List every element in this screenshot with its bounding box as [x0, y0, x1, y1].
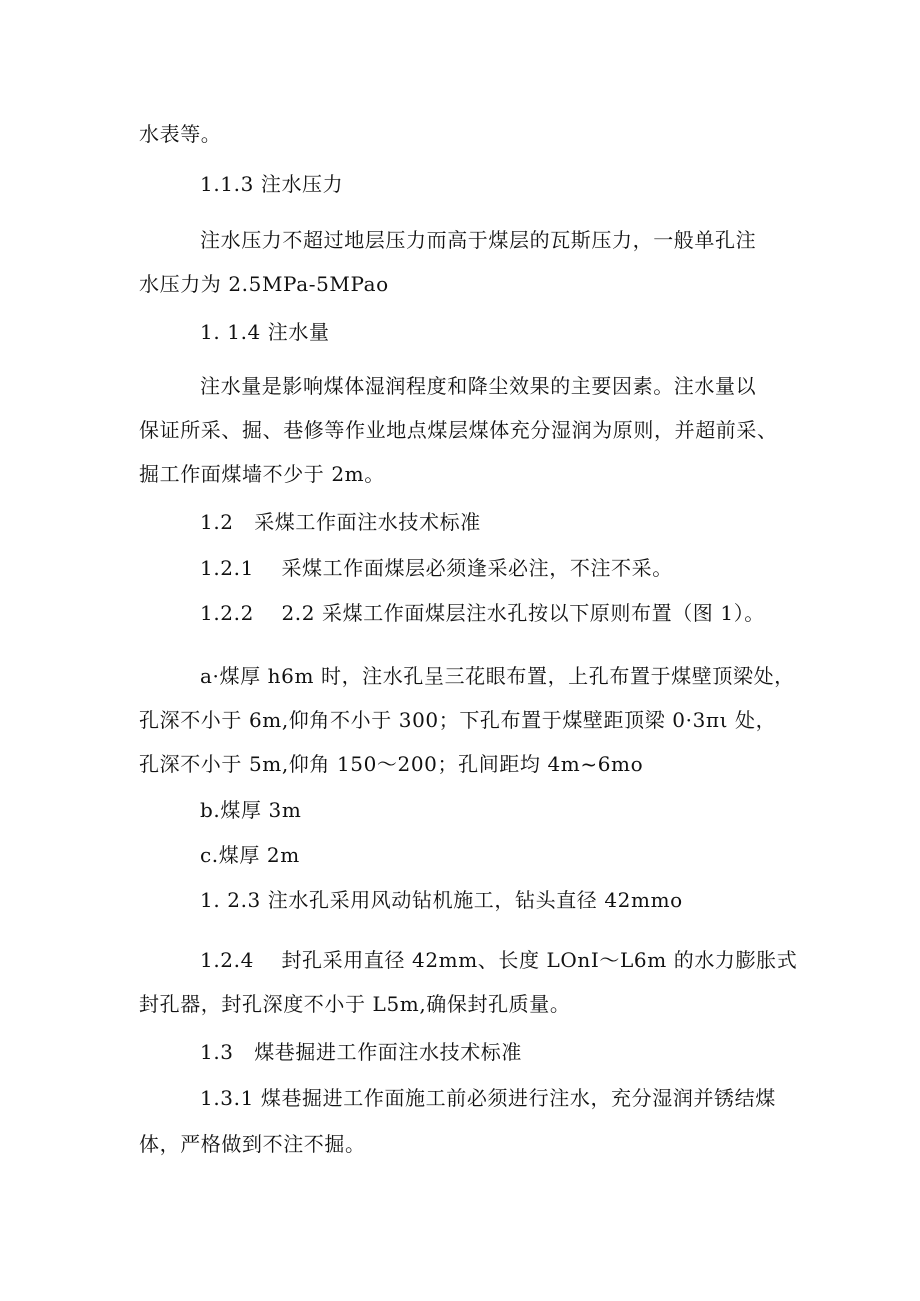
text-line: 保证所采、掘、巷修等作业地点煤层煤体充分湿润为原则，并超前采、: [139, 418, 778, 442]
text-line: 水表等。: [139, 122, 222, 146]
text-line: 1.3.1 煤巷掘进工作面施工前必须进行注水，充分湿润并锈结煤: [200, 1086, 776, 1110]
text-line: 孔深不小于 6m,仰角不小于 300；下孔布置于煤壁距顶梁 0·3πι 处，: [139, 708, 777, 732]
text-line: c.煤厚 2m: [200, 843, 300, 867]
text-line: 体，严格做到不注不掘。: [139, 1132, 366, 1156]
text-line: b.煤厚 3m: [200, 798, 302, 822]
text-line: 封孔器，封孔深度不小于 L5m,确保封孔质量。: [139, 992, 571, 1016]
section-heading: 1.3 煤巷掘进工作面注水技术标准: [200, 1040, 523, 1064]
section-heading: 1.1.3 注水压力: [200, 172, 344, 196]
text-line: 1.2.4 封孔采用直径 42mm、长度 LOnI～L6m 的水力膨胀式: [200, 948, 798, 972]
text-line: 注水压力不超过地层压力而高于煤层的瓦斯压力，一般单孔注: [200, 228, 757, 252]
section-heading: 1.2 采煤工作面注水技术标准: [200, 510, 481, 534]
text-line: a·煤厚 h6m 时，注水孔呈三花眼布置，上孔布置于煤壁顶梁处，: [200, 664, 795, 688]
text-line: 1.2.2 2.2 采煤工作面煤层注水孔按以下原则布置（图 1）。: [200, 601, 765, 625]
text-line: 注水量是影响煤体湿润程度和降尘效果的主要因素。注水量以: [200, 374, 757, 398]
text-line: 1.2.1 采煤工作面煤层必须逢采必注，不注不采。: [200, 556, 673, 580]
text-line: 掘工作面煤墙不少于 2m。: [139, 462, 385, 486]
section-heading: 1. 2.3 注水孔采用风动钻机施工，钻头直径 42mmo: [200, 888, 683, 912]
text-line: 孔深不小于 5m,仰角 150～200；孔间距均 4m~6mo: [139, 752, 644, 776]
section-heading: 1. 1.4 注水量: [200, 320, 330, 344]
text-line: 水压力为 2.5MPa-5MPao: [139, 272, 389, 296]
